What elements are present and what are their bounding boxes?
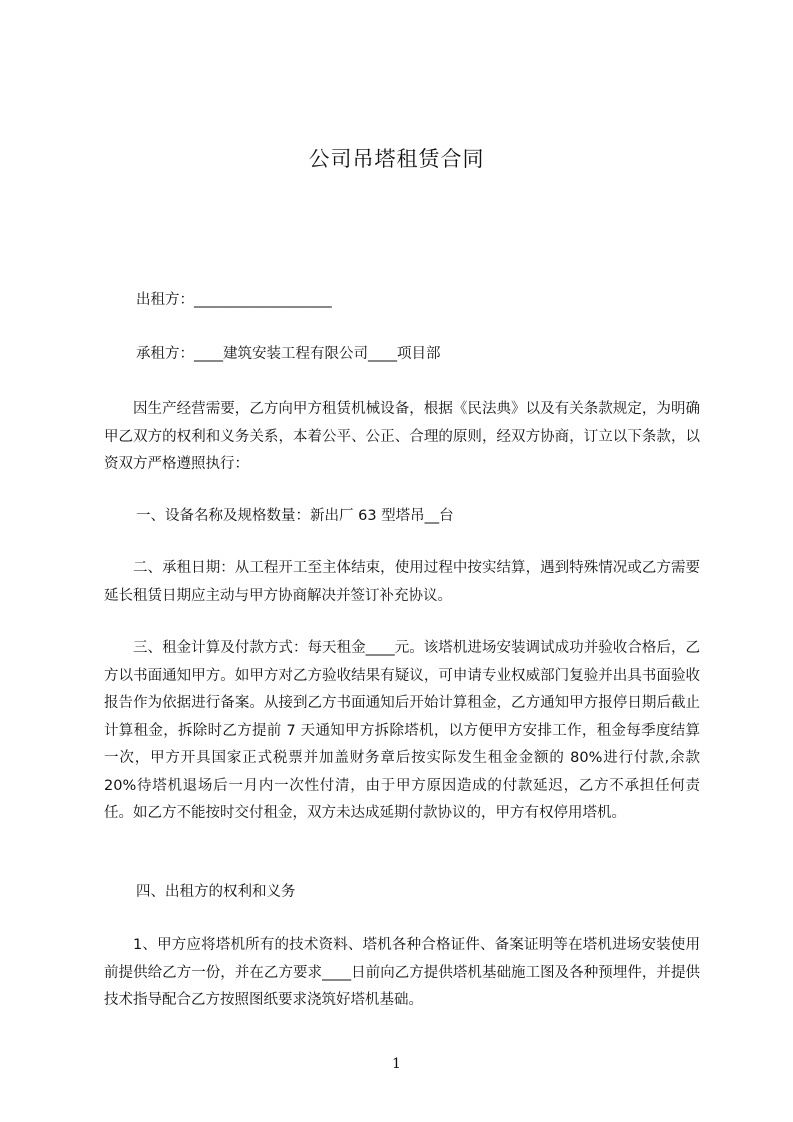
section-4-heading: 四、出租方的权利和义务 xyxy=(136,884,296,900)
section-2-lease-period: 二、承租日期：从工程开工至主体结束，使用过程中按实结算，遇到特殊情况或乙方需要延长租赁日期应主动与甲方协商解决并签订补充协议。 xyxy=(104,560,700,604)
section-3-rent-payment: 三、租金计算及付款方式：每天租金____元。该塔机进场安装调试成功并验收合格后，乙方以书面通知甲方。如甲方对乙方验收结果有疑议，可申请专业权威部门复验并出具书面验收报告作为依据进行备案。从接到乙方书面通知后开始计算租金，乙方通知甲方报停日期后截止计算租金，拆除时乙方提前 7 天通知甲方拆除塔机，以方便甲方安排工作，租金每季度结算一次，甲方开具国家正式税票并加盖财务章后按实际发生租金金额的 80%进行付款,余款 20%待塔机退场后一月内一次性付清，由于甲方原因造成的付款延迟，乙方不承担任何责任。如乙方不能按时交付租金，双方未达成延期付款协议的，甲方有权停用塔机。 xyxy=(104,640,700,821)
intro-paragraph: 因生产经营需要，乙方向甲方租赁机械设备，根据《民法典》以及有关条款规定，为明确甲乙双方的权利和义务关系，本着公平、公正、合理的原则，经双方协商，订立以下条款，以资双方严格遵照执行： xyxy=(104,401,700,472)
section-1-equipment: 一、设备名称及规格数量：新出厂 63 型塔吊__台 xyxy=(136,508,454,524)
lessee-line: 承租方：____建筑安装工程有限公司____项目部 xyxy=(136,346,441,362)
page-number: 1 xyxy=(392,1056,401,1072)
section-4-item-1: 1、甲方应将塔机所有的技术资料、塔机各种合格证件、备案证明等在塔机进场安装使用前提供给乙方一份，并在乙方要求____日前向乙方提供塔机基础施工图及各种预埋件，并提供技术指导配合乙方按照图纸要求浇筑好塔机基础。 xyxy=(104,937,700,1008)
lessor-line: 出租方：___________________ xyxy=(136,292,332,308)
page-title: 公司吊塔租赁合同 xyxy=(308,147,485,171)
